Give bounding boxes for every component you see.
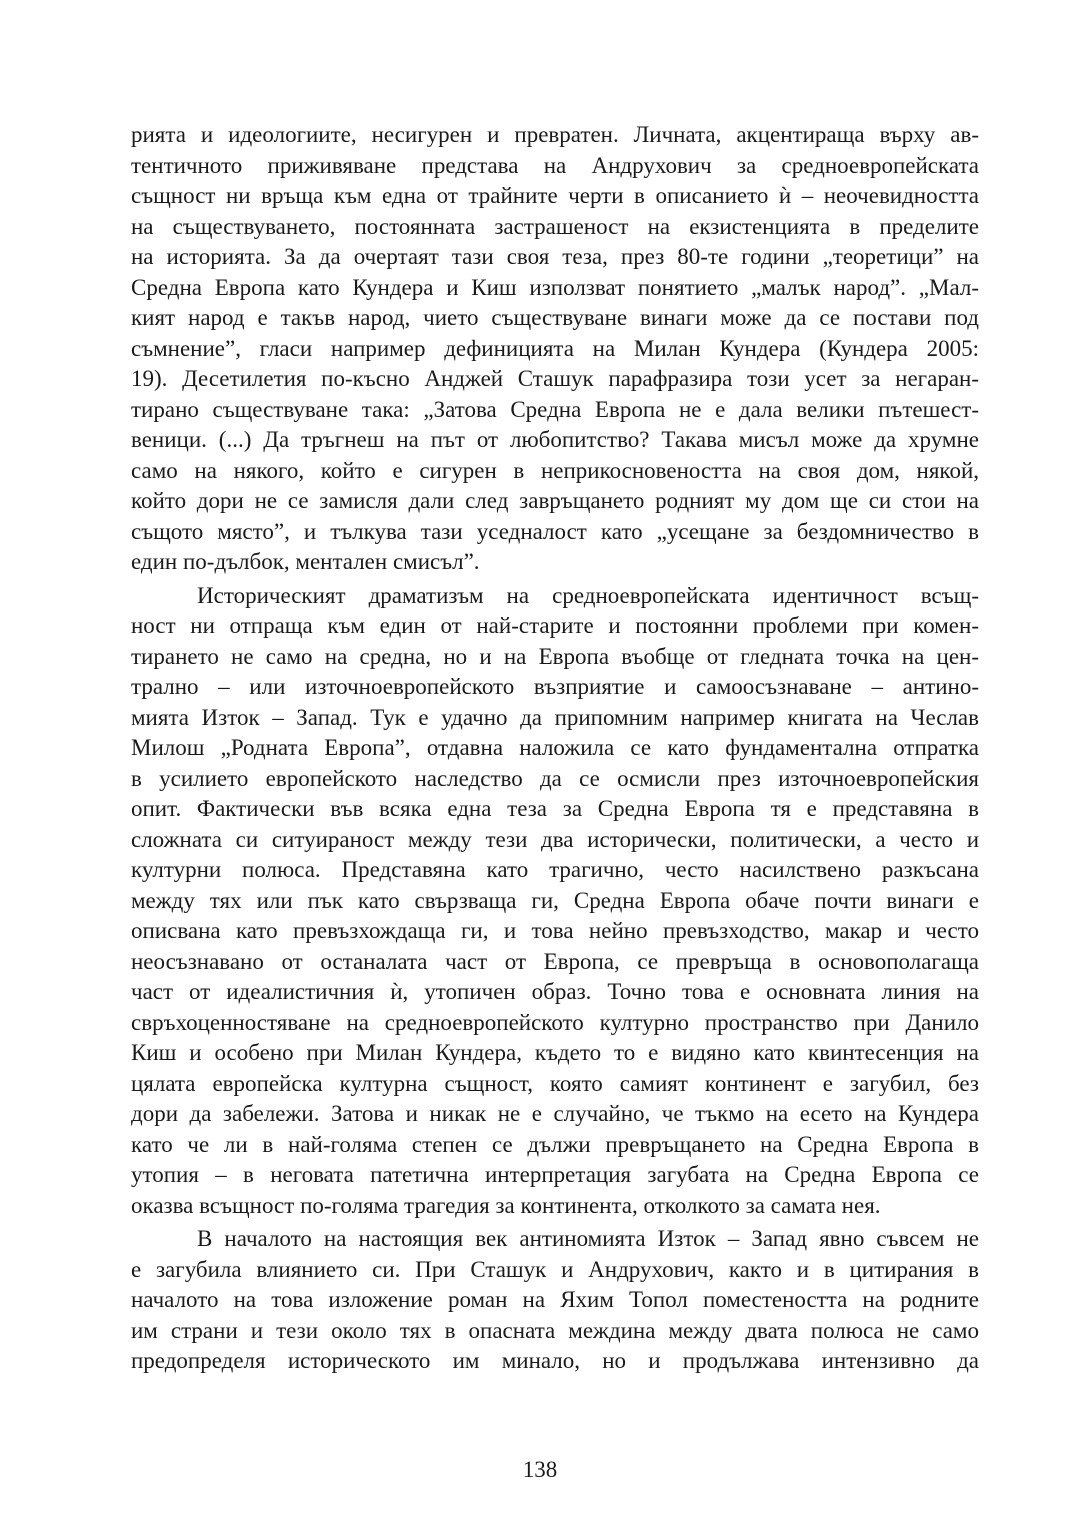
text-line: същност ни връща към една от трайните черти в описанието ѝ – неочевидността	[131, 183, 979, 208]
text-line: тирано съществуване така: „Затова Средна Европа не е дала велики пътешест-	[131, 396, 979, 422]
text-line: оказва всъщност по-голяма трагедия за континента, отколкото за самата нея.	[131, 1192, 881, 1218]
page-number: 138	[522, 1457, 558, 1482]
text-line: само на някого, който е сигурен в неприкосновеността на своя дом, някой,	[131, 457, 979, 483]
text-line: един по-дълбок, ментален смисъл”.	[131, 549, 480, 574]
text-line: е загубила влиянието си. При Сташук и Андрухович, както и в цитирания в	[131, 1256, 979, 1282]
text-line: съмнение”, гласи например дефиницията на Милан Кундера (Кундера 2005:	[131, 335, 979, 361]
text-line: В началото на настоящия век антиномията Изток – Запад явно съвсем не	[197, 1226, 979, 1251]
text-line: 19). Десетилетия по-късно Анджей Сташук парафразира този усет за негаран-	[131, 366, 979, 391]
text-line: същото място”, и тълкува тази уседналост като „усещане за бездомничество в	[131, 518, 979, 544]
text-line: тирането не само на средна, но и на Европа въобще от гледната точка на цен-	[131, 643, 979, 669]
text-line: им страни и тези около тях в опасната междина между двата полюса не само	[131, 1317, 979, 1343]
paragraph-3	[131, 1224, 979, 1377]
text-line: Историческият драматизъм на средноевропейската идентичност всъщ-	[197, 582, 979, 608]
text-line: цялата европейска културна същност, която самият континент е загубил, без	[131, 1070, 979, 1096]
text-line: началото на това изложение роман на Яхим Топол поместеността на родните	[131, 1287, 979, 1312]
paragraph-2	[131, 581, 979, 1222]
text-line: дори да забележи. Затова и никак не е случайно, че тъкмо на есето на Кундера	[131, 1101, 979, 1126]
text-line: Милош „Родната Европа”, отдавна наложила се като фундаментална отпратка	[131, 735, 979, 760]
text-line: ност ни отпраща към един от най-старите и постоянни проблеми при комен-	[131, 613, 979, 638]
text-line: веници. (...) Да тръгнеш на път от любопитство? Такава мисъл може да хрумне	[131, 427, 979, 452]
text-line: като че ли в най-голяма степен се дължи превръщането на Средна Европа в	[131, 1131, 979, 1157]
text-line: неосъзнавано от останалата част от Европа, се превръща в основополагаща	[131, 948, 979, 974]
text-line: културни полюса. Представяна като трагично, често насилствено разкъсана	[131, 857, 979, 882]
text-line: който дори не се замисля дали след завръщането родният му дом ще си стои на	[131, 488, 979, 513]
page-body	[131, 120, 979, 1377]
text-line: рията и идеологиите, несигурен и превратен. Личната, акцентираща върху ав-	[131, 122, 979, 147]
text-line: трално – или източноевропейското възприятие и самоосъзнаване – антино-	[131, 674, 979, 699]
text-line: в усилието европейското наследство да се осмисли през източноевропейския	[131, 765, 979, 791]
text-line: между тях или пък като свързваща ги, Средна Европа обаче почти винаги е	[131, 887, 979, 913]
text-line: тентичното приживяване представа на Андрухович за средноевропейската	[131, 152, 979, 178]
text-line: сложната си ситуираност между тези два исторически, политически, а често и	[131, 826, 979, 852]
text-line: кият народ е такъв народ, чието съществуване винаги може да се постави под	[131, 305, 979, 330]
text-line: предопределя историческото им минало, но и продължава интензивно да	[131, 1348, 979, 1373]
text-line: описвана като превъзхождаща ги, и това нейно превъзходство, макар и често	[131, 918, 979, 943]
text-line: утопия – в неговата патетична интерпретация загубата на Средна Европа се	[131, 1162, 979, 1187]
text-line: опит. Фактически във всяка една теза за Средна Европа тя е представяна в	[131, 796, 979, 821]
text-line: мията Изток – Запад. Тук е удачно да припомним например книгата на Чеслав	[131, 704, 979, 730]
text-line: свръхоценностяване на средноевропейското културно пространство при Данило	[131, 1009, 979, 1035]
text-line: на съществуването, постоянната застрашеност на екзистенцията в пределите	[131, 213, 979, 239]
text-line: на историята. За да очертаят тази своя теза, през 80-те години „теоретици” на	[131, 244, 979, 269]
text-line: Средна Европа като Кундера и Киш използват понятието „малък народ”. „Мал-	[131, 274, 979, 300]
text-line: част от идеалистичния ѝ, утопичен образ. Точно това е основната линия на	[131, 979, 979, 1004]
paragraph-1	[131, 120, 979, 578]
text-line: Киш и особено при Милан Кундера, където то е видяно като квинтесенция на	[131, 1040, 979, 1065]
